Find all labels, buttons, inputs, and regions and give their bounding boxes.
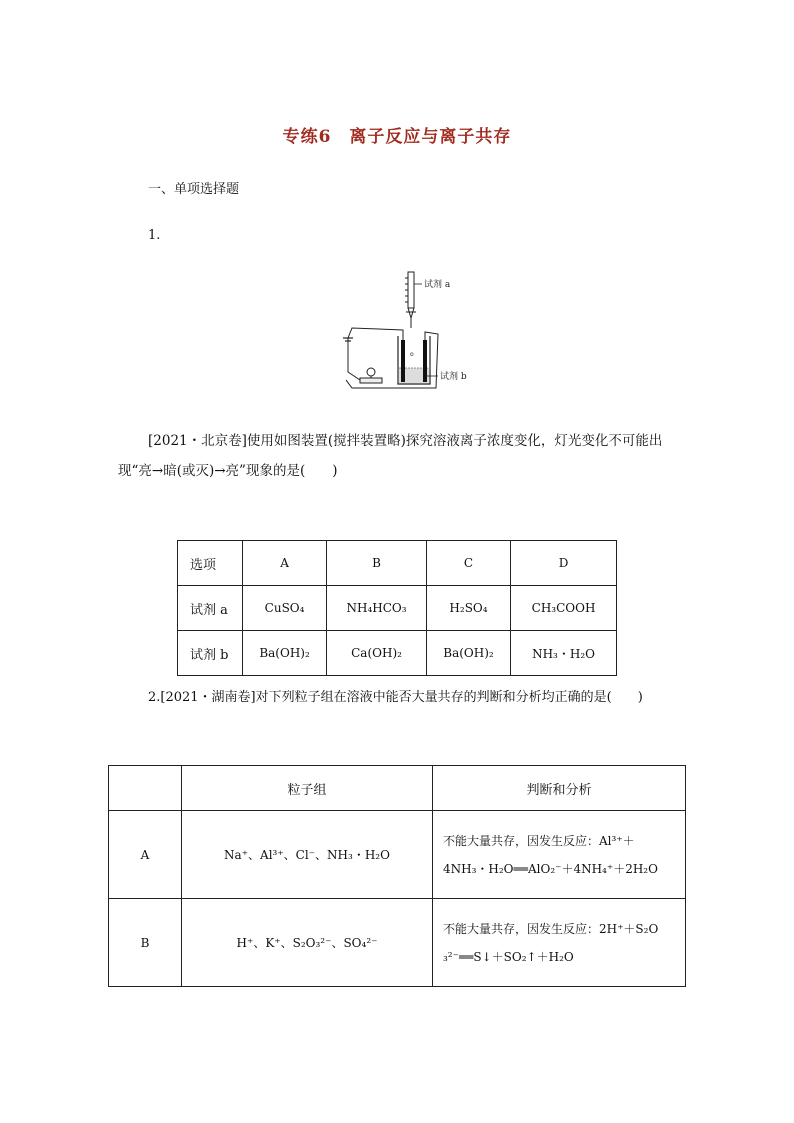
table-cell: B	[327, 541, 427, 586]
analysis-line: 4NH₃・H₂O══AlO₂⁻＋4NH₄⁺＋2H₂O	[443, 861, 658, 876]
electrode-right	[423, 340, 427, 382]
question-1-text	[118, 426, 688, 486]
table-cell: CuSO₄	[243, 586, 327, 631]
table-cell: Ba(OH)₂	[243, 631, 327, 676]
table-cell: Ca(OH)₂	[327, 631, 427, 676]
table-row	[109, 766, 686, 811]
question-1-number: 1.	[148, 228, 161, 243]
light-bulb-icon	[360, 368, 382, 383]
reagent-a-label: 试剂 a	[424, 280, 451, 290]
table-cell: B	[109, 899, 182, 987]
table-cell: H₂SO₄	[426, 586, 510, 631]
table-cell: NH₄HCO₃	[327, 586, 427, 631]
table-cell: 粒子组	[182, 766, 433, 811]
table-cell	[433, 899, 686, 987]
electrode-left	[401, 340, 405, 382]
table-cell: NH₃・H₂O	[511, 631, 617, 676]
section-heading: 一、单项选择题	[148, 182, 240, 197]
question-1-line-2: 现“亮→暗(或灭)→亮”现象的是( )	[118, 463, 338, 479]
question-2-text: 2.[2021・湖南卷]对下列粒子组在溶液中能否大量共存的判断和分析均正确的是( )	[148, 690, 643, 705]
analysis-line: 不能大量共存，因发生反应：2H⁺＋S₂O	[443, 921, 659, 936]
table-cell: A	[109, 811, 182, 899]
table-cell: A	[243, 541, 327, 586]
table-row	[178, 586, 617, 631]
table-cell	[109, 766, 182, 811]
table-cell: Na⁺、Al³⁺、Cl⁻、NH₃・H₂O	[182, 811, 433, 899]
table-row	[178, 541, 617, 586]
question-1-options-table	[177, 540, 617, 676]
table-cell: C	[426, 541, 510, 586]
page-title: 专练6 离子反应与离子共存	[282, 127, 512, 147]
svg-text:o: o	[410, 351, 414, 358]
table-cell: 试剂 b	[178, 631, 243, 676]
analysis-line: ₃²⁻══S↓＋SO₂↑＋H₂O	[443, 949, 574, 964]
question-1-line-1: [2021・北京卷]使用如图装置(搅拌装置略)探究溶液离子浓度变化，灯光变化不可能出	[148, 433, 663, 449]
table-cell: D	[511, 541, 617, 586]
table-cell: 判断和分析	[433, 766, 686, 811]
burette-icon	[405, 272, 416, 328]
question-2-options-table	[108, 765, 686, 987]
table-cell: 选项	[178, 541, 243, 586]
table-row	[109, 899, 686, 987]
table-row	[178, 631, 617, 676]
reagent-b-label: 试剂 b	[440, 372, 467, 382]
experiment-apparatus-diagram	[330, 268, 490, 393]
table-cell: CH₃COOH	[511, 586, 617, 631]
analysis-line: 不能大量共存，因发生反应：Al³⁺＋	[443, 833, 635, 848]
table-cell: H⁺、K⁺、S₂O₃²⁻、SO₄²⁻	[182, 899, 433, 987]
table-cell: 试剂 a	[178, 586, 243, 631]
table-cell	[433, 811, 686, 899]
table-cell: Ba(OH)₂	[426, 631, 510, 676]
table-row	[109, 811, 686, 899]
